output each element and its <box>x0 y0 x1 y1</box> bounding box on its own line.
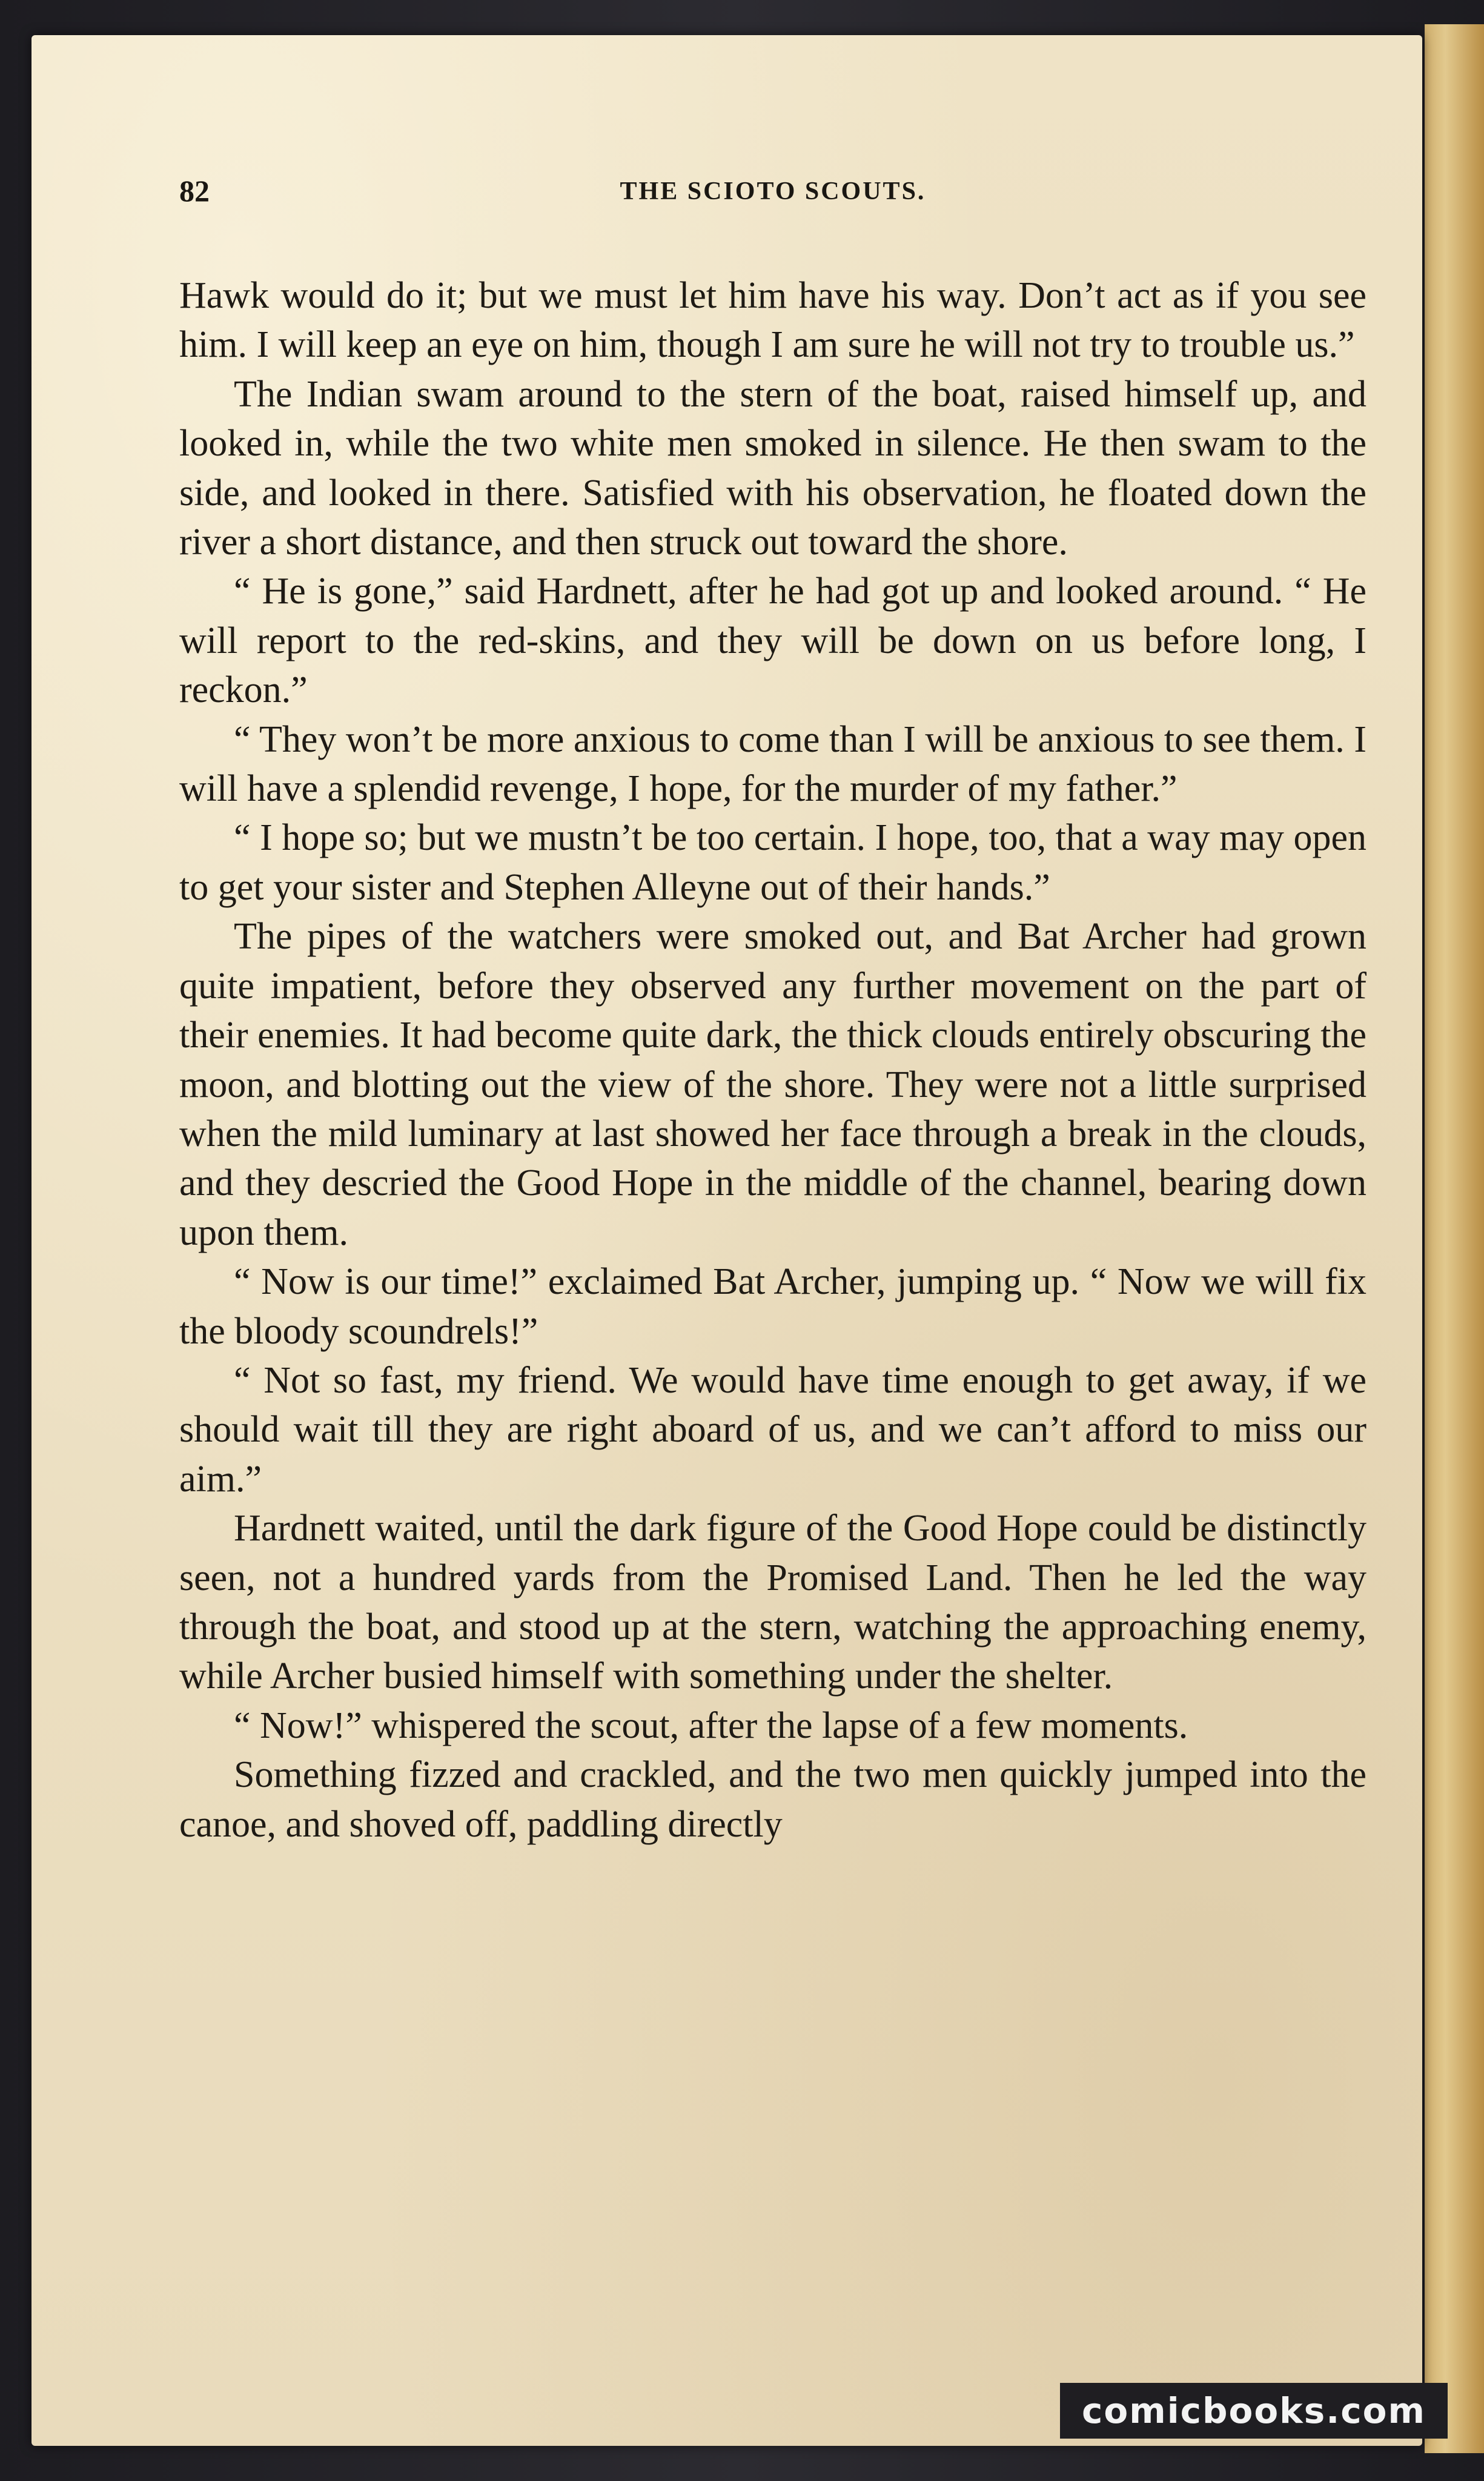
paragraph-6: The pipes of the watchers were smoked out, and Bat Archer had grown quite impatient, before they observed any further movement on the part of their enemies. It had become quite dark, the thick clouds entirely obscuring the moon, and blotting out the view of the shore. They were not a little surprised when the mild luminary at last showed her face through a break in the clouds, and they descried the Good Hope in the middle of the channel, bearing down upon them. <box>179 916 1366 1253</box>
page-body <box>179 271 1366 1849</box>
page-number: 82 <box>179 174 210 208</box>
page-header <box>179 173 1366 222</box>
paragraph-9: Hardnett waited, until the dark figure of the Good Hope could be distinctly seen, not a hundred yards from the Promised Land. Then he led the way through the boat, and stood up at the stern, watching the approaching enemy, while Archer busied himself with something under the shelter. <box>179 1508 1366 1697</box>
paragraph-2: The Indian swam around to the stern of the boat, raised himself up, and looked in, while the two white men smoked in silence. He then swam to the side, and looked in there. Satisfied with his observation, he floated down the river a short distance, and then struck out toward the shore. <box>179 373 1366 563</box>
next-page-edge <box>1425 24 1484 2453</box>
running-title: THE SCIOTO SCOUTS. <box>620 177 926 205</box>
paragraph-11: Something fizzed and crackled, and the two men quickly jumped into the canoe, and shoved off, paddling directly <box>179 1754 1366 1845</box>
paragraph-7: “ Now is our time!” exclaimed Bat Archer, jumping up. “ Now we will fix the bloody scoundrels!” <box>179 1261 1366 1352</box>
paragraph-10: “ Now!” whispered the scout, after the lapse of a few moments. <box>234 1704 1188 1746</box>
paragraph-8: “ Not so fast, my friend. We would have time enough to get away, if we should wait till they are right aboard of us, and we can’t afford to miss our aim.” <box>179 1359 1366 1500</box>
paragraph-1: Hawk would do it; but we must let him have his way. Don’t act as if you see him. I will keep an eye on him, though I am sure he will not try to trouble us.” <box>179 275 1366 366</box>
paragraph-5: “ I hope so; but we mustn’t be too certain. I hope, too, that a way may open to get your sister and Stephen Alleyne out of their hands.” <box>179 817 1366 908</box>
watermark: comicbooks.com <box>1060 2383 1448 2439</box>
paragraph-4: “ They won’t be more anxious to come than I will be anxious to see them. I will have a splendid revenge, I hope, for the murder of my father.” <box>179 718 1366 810</box>
paragraph-3: “ He is gone,” said Hardnett, after he had got up and looked around. “ He will report to the red-skins, and they will be down on us before long, I reckon.” <box>179 571 1366 711</box>
